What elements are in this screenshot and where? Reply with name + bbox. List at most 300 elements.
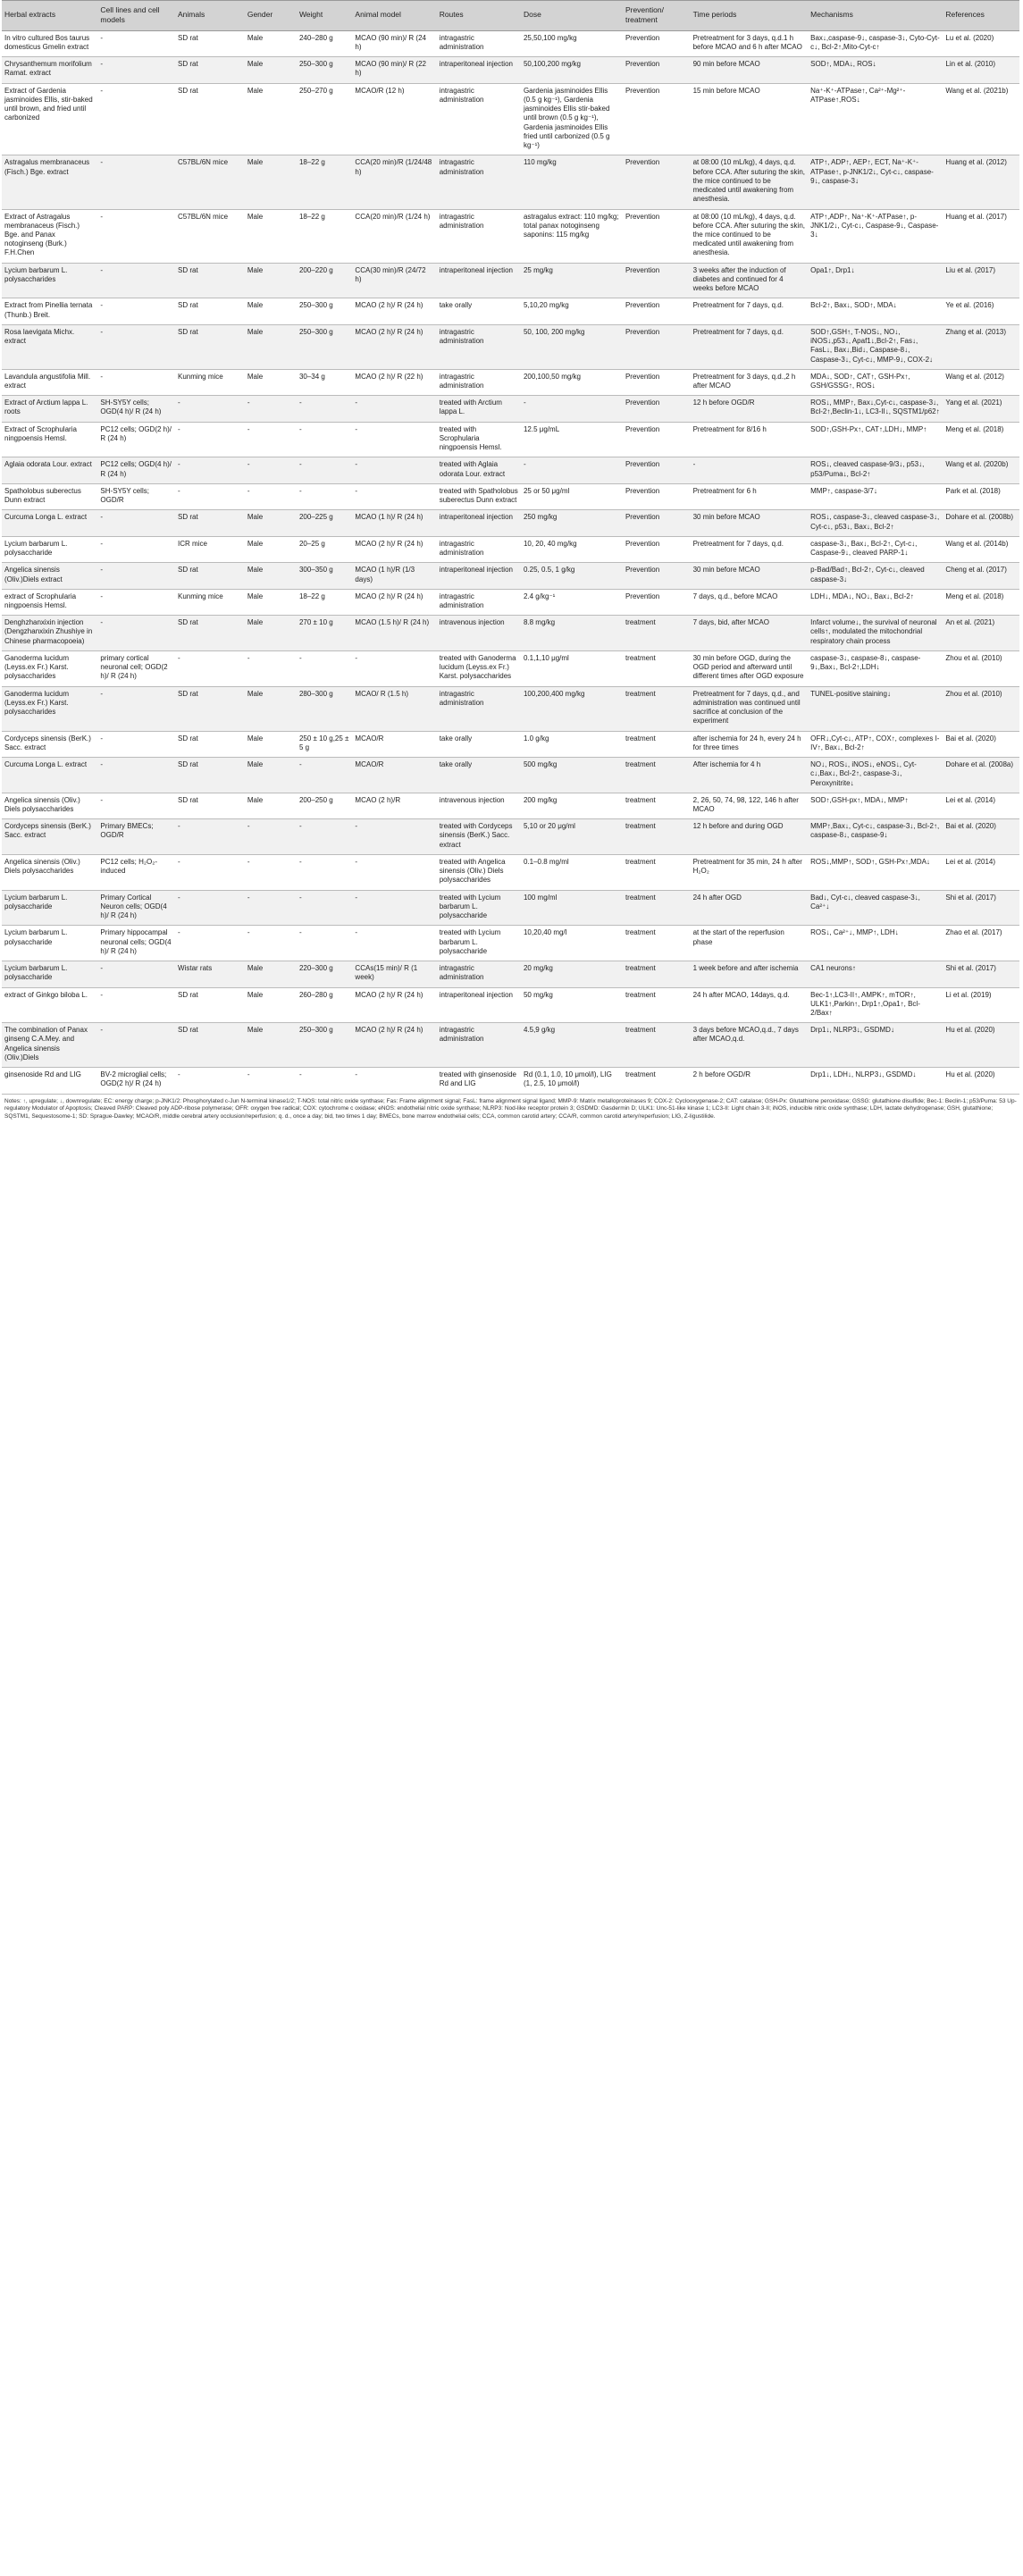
herbal-extract-cell: Rosa laevigata Michx. extract	[2, 324, 97, 369]
herbal-extracts-table	[2, 0, 1019, 1095]
animal-model-cell: CCA(20 min)/R (1/24/48 h)	[352, 155, 436, 209]
gender-cell: -	[245, 483, 297, 509]
herbal-extract-cell: extract of Scrophularia ningpoensis Hemsl.	[2, 589, 97, 615]
cell-model-cell: Primary BMECs; OGD/R	[97, 819, 175, 855]
cell-model-cell: PC12 cells; OGD(2 h)/ R (24 h)	[97, 422, 175, 457]
animal-model-cell: MCAO (2 h)/ R (24 h)	[352, 536, 436, 562]
weight-cell: -	[297, 819, 352, 855]
mechanism-cell: SOD↑,GSH-Px↑, CAT↑,LDH↓, MMP↑	[808, 422, 943, 457]
table-row	[2, 563, 1019, 589]
table-row	[2, 155, 1019, 209]
reference-cell: Huang et al. (2017)	[943, 209, 1019, 263]
animal-cell: SD rat	[175, 563, 245, 589]
animal-cell: -	[175, 819, 245, 855]
dose-cell: -	[521, 396, 623, 422]
mechanism-cell: ATP↑, ADP↑, AEP↑, ECT, Na⁺-K⁺-ATPase↑, p-JNK1/2↓, Cyt-c↓, caspase-9↓, caspase-3↓	[808, 155, 943, 209]
mechanism-cell: ATP↑,ADP↑, Na⁺-K⁺-ATPase↑, p-JNK1/2↓, Cyt-c↓, Caspase-9↓, Caspase-3↓	[808, 209, 943, 263]
mechanism-cell: caspase-3↓, caspase-8↓, caspase-9↓,Bax↓, Bcl-2↑,LDH↓	[808, 650, 943, 686]
animal-cell: SD rat	[175, 987, 245, 1023]
animal-model-cell: CCAs(15 min)/ R (1 week)	[352, 961, 436, 987]
dose-cell: 0.1–0.8 mg/ml	[521, 854, 623, 890]
animal-model-cell: -	[352, 422, 436, 457]
animal-cell: SD rat	[175, 57, 245, 83]
table-row	[2, 793, 1019, 818]
weight-cell: -	[297, 854, 352, 890]
gender-cell: Male	[245, 793, 297, 818]
animal-cell: SD rat	[175, 731, 245, 757]
dose-cell: 0.1,1,10 μg/ml	[521, 650, 623, 686]
route-cell: treated with ginsenoside Rd and LIG	[437, 1068, 521, 1094]
herbal-extract-cell: Lycium barbarum L. polysaccharide	[2, 890, 97, 926]
gender-cell: Male	[245, 263, 297, 298]
herbal-extract-cell: Extract from Pinellia ternata (Thunb.) Breit.	[2, 298, 97, 324]
cell-model-cell: Primary hippocampal neuronal cells; OGD(4 h)/ R (24 h)	[97, 926, 175, 961]
table-row	[2, 616, 1019, 651]
animal-cell: -	[175, 483, 245, 509]
reference-cell: Zhou et al. (2010)	[943, 686, 1019, 731]
table-row	[2, 298, 1019, 324]
mechanism-cell: p-Bad/Bad↑, Bcl-2↑, Cyt-c↓, cleaved caspase-3↓	[808, 563, 943, 589]
animal-model-cell: -	[352, 396, 436, 422]
dose-cell: 25,50,100 mg/kg	[521, 30, 623, 56]
gender-cell: -	[245, 457, 297, 483]
prevention-treatment-cell: treatment	[623, 1068, 691, 1094]
time-period-cell: 1 week before and after ischemia	[691, 961, 809, 987]
gender-cell: -	[245, 422, 297, 457]
route-cell: treated with Lycium barbarum L. polysaccharide	[437, 926, 521, 961]
table-row	[2, 819, 1019, 855]
time-period-cell: Pretreatment for 7 days, q.d.	[691, 324, 809, 369]
dose-cell: 500 mg/kg	[521, 758, 623, 793]
animal-cell: Kunming mice	[175, 589, 245, 615]
reference-cell: Meng et al. (2018)	[943, 589, 1019, 615]
weight-cell: -	[297, 457, 352, 483]
weight-cell: 200–225 g	[297, 510, 352, 536]
animal-model-cell: -	[352, 854, 436, 890]
table-row	[2, 1023, 1019, 1068]
cell-model-cell: primary cortical neuronal cell; OGD(2 h)/ R (24 h)	[97, 650, 175, 686]
prevention-treatment-cell: Prevention	[623, 30, 691, 56]
time-period-cell: 90 min before MCAO	[691, 57, 809, 83]
prevention-treatment-cell: treatment	[623, 961, 691, 987]
time-period-cell: Pretreatment for 7 days, q.d., and administration was continued until sacrifice at conclusion of the experiment	[691, 686, 809, 731]
cell-model-cell: SH-SY5Y cells; OGD/R	[97, 483, 175, 509]
time-period-cell: Pretreatment for 3 days, q.d.1 h before MCAO and 6 h after MCAO	[691, 30, 809, 56]
prevention-treatment-cell: Prevention	[623, 298, 691, 324]
prevention-treatment-cell: Prevention	[623, 536, 691, 562]
animal-cell: SD rat	[175, 616, 245, 651]
time-period-cell: Pretreatment for 35 min, 24 h after H₂O₂	[691, 854, 809, 890]
route-cell: intragastric administration	[437, 369, 521, 395]
reference-cell: Lei et al. (2014)	[943, 793, 1019, 818]
dose-cell: 10, 20, 40 mg/kg	[521, 536, 623, 562]
weight-cell: 18–22 g	[297, 209, 352, 263]
prevention-treatment-cell: Prevention	[623, 396, 691, 422]
gender-cell: -	[245, 890, 297, 926]
table-row	[2, 510, 1019, 536]
herbal-extract-cell: Lavandula angustifolia Mill. extract	[2, 369, 97, 395]
column-header: Cell lines and cell models	[97, 1, 175, 31]
dose-cell: 12.5 μg/mL	[521, 422, 623, 457]
weight-cell: 250–300 g	[297, 1023, 352, 1068]
route-cell: intragastric administration	[437, 589, 521, 615]
dose-cell: 5,10,20 mg/kg	[521, 298, 623, 324]
prevention-treatment-cell: Prevention	[623, 57, 691, 83]
prevention-treatment-cell: treatment	[623, 926, 691, 961]
herbal-extract-cell: Curcuma Longa L. extract	[2, 758, 97, 793]
cell-model-cell: -	[97, 155, 175, 209]
reference-cell: Li et al. (2019)	[943, 987, 1019, 1023]
dose-cell: 25 or 50 μg/ml	[521, 483, 623, 509]
time-period-cell: 12 h before and during OGD	[691, 819, 809, 855]
weight-cell: 18–22 g	[297, 155, 352, 209]
prevention-treatment-cell: treatment	[623, 819, 691, 855]
reference-cell: Lu et al. (2020)	[943, 30, 1019, 56]
cell-model-cell: PC12 cells; H₂O₂-induced	[97, 854, 175, 890]
animal-cell: -	[175, 854, 245, 890]
gender-cell: -	[245, 1068, 297, 1094]
weight-cell: 250–300 g	[297, 57, 352, 83]
cell-model-cell: -	[97, 30, 175, 56]
route-cell: treated with Cordyceps sinensis (BerK.) Sacc. extract	[437, 819, 521, 855]
dose-cell: 0.25, 0.5, 1 g/kg	[521, 563, 623, 589]
mechanism-cell: TUNEL-positive staining↓	[808, 686, 943, 731]
column-header: Time periods	[691, 1, 809, 31]
prevention-treatment-cell: treatment	[623, 686, 691, 731]
table-row	[2, 890, 1019, 926]
column-header: Dose	[521, 1, 623, 31]
weight-cell: 260–280 g	[297, 987, 352, 1023]
mechanism-cell: LDH↓, MDA↓, NO↓, Bax↓, Bcl-2↑	[808, 589, 943, 615]
route-cell: intragastric administration	[437, 155, 521, 209]
gender-cell: Male	[245, 369, 297, 395]
table-row	[2, 536, 1019, 562]
time-period-cell: Pretreatment for 3 days, q.d.,2 h after MCAO	[691, 369, 809, 395]
cell-model-cell: -	[97, 793, 175, 818]
mechanism-cell: ROS↓, cleaved caspase-9/3↓, p53↓, p53/Puma↓, Bcl-2↑	[808, 457, 943, 483]
weight-cell: 240–280 g	[297, 30, 352, 56]
route-cell: intraperitoneal injection	[437, 263, 521, 298]
mechanism-cell: SOD↑, MDA↓, ROS↓	[808, 57, 943, 83]
cell-model-cell: PC12 cells; OGD(4 h)/ R (24 h)	[97, 457, 175, 483]
table-notes: Notes: ↑, upregulate; ↓, downregulate; EC: energy charge; p-JNK1/2: Phosphorylated c-Jun N-terminal kinase1/2; T-NOS: total nitric oxide synthase; Fas: Frame alignment signal; FasL: frame alignment signal ligand; MMP-9: Matrix metalloproteinases 9; COX-2: Cyclooxygenase-2; CAT: catalase; GSH-Px: Glutathione peroxidase; GSSG: glutathione disulfide; Bec-1: Beclin-1; p53/Puma: 53 Up-regulatory Modulator of Apoptosis; Cleaved PARP: Cleaved poly ADP-ribose polymerase; OFR: oxygen free radical; COX: cytochrome c oxidase; eNOS: endothelial nitric oxide synthase; NLRP3: Nod-like receptor protein 3; GSDMD: Gasdermin D; ULK1: Unc-51-like kinase 1; LC3-II: Light chain 3-II; iNOS, inducible nitric oxide synthase; LDH, lactate dehydrogenase; GSH, glutathione; SQSTM1, Sequestosome-1; SD: Sprague-Dawley; MCAO/R, middle cerebral artery occlusion/reperfusion; q. d., once a day; bid, two times 1 day; BMECs, bone marrow endothelial cells; CCA, common carotid artery; CCA/R, common carotid artery/reperfusion; LIG, Z-ligustilide.	[4, 1097, 1017, 1120]
animal-cell: -	[175, 1068, 245, 1094]
herbal-extract-cell: Extract of Astragalus membranaceus (Fisch.) Bge. and Panax notoginseng (Burk.) F.H.Chen	[2, 209, 97, 263]
cell-model-cell: -	[97, 987, 175, 1023]
mechanism-cell: MMP↑, caspase-3/7↓	[808, 483, 943, 509]
time-period-cell: Pretreatment for 7 days, q.d.	[691, 536, 809, 562]
column-header: References	[943, 1, 1019, 31]
route-cell: intragastric administration	[437, 30, 521, 56]
gender-cell: Male	[245, 987, 297, 1023]
animal-model-cell: MCAO/R	[352, 731, 436, 757]
herbal-extract-cell: Cordyceps sinensis (BerK.) Sacc. extract	[2, 819, 97, 855]
animal-cell: SD rat	[175, 758, 245, 793]
weight-cell: 220–300 g	[297, 961, 352, 987]
cell-model-cell: -	[97, 263, 175, 298]
table-row	[2, 422, 1019, 457]
animal-cell: SD rat	[175, 298, 245, 324]
animal-cell: SD rat	[175, 510, 245, 536]
dose-cell: 1.0 g/kg	[521, 731, 623, 757]
time-period-cell: 2, 26, 50, 74, 98, 122, 146 h after MCAO	[691, 793, 809, 818]
time-period-cell: 24 h after MCAO, 14days, q.d.	[691, 987, 809, 1023]
route-cell: intragastric administration	[437, 209, 521, 263]
route-cell: intragastric administration	[437, 83, 521, 155]
reference-cell: Shi et al. (2017)	[943, 890, 1019, 926]
reference-cell: Huang et al. (2012)	[943, 155, 1019, 209]
animal-model-cell: -	[352, 819, 436, 855]
gender-cell: Male	[245, 758, 297, 793]
reference-cell: Wang et al. (2021b)	[943, 83, 1019, 155]
herbal-extract-cell: In vitro cultured Bos taurus domesticus Gmelin extract	[2, 30, 97, 56]
animal-cell: -	[175, 890, 245, 926]
herbal-extract-cell: Spatholobus suberectus Dunn extract	[2, 483, 97, 509]
animal-model-cell: MCAO (2 h)/ R (24 h)	[352, 324, 436, 369]
dose-cell: 2.4 g/kg⁻¹	[521, 589, 623, 615]
route-cell: intravenous injection	[437, 616, 521, 651]
weight-cell: 200–220 g	[297, 263, 352, 298]
gender-cell: Male	[245, 209, 297, 263]
dose-cell: 20 mg/kg	[521, 961, 623, 987]
column-header: Routes	[437, 1, 521, 31]
reference-cell: Zhang et al. (2013)	[943, 324, 1019, 369]
route-cell: treated with Spatholobus suberectus Dunn extract	[437, 483, 521, 509]
time-period-cell: Pretreatment for 8/16 h	[691, 422, 809, 457]
cell-model-cell: SH-SY5Y cells; OGD(4 h)/ R (24 h)	[97, 396, 175, 422]
animal-model-cell: MCAO/R	[352, 758, 436, 793]
animal-cell: SD rat	[175, 324, 245, 369]
dose-cell: 5,10 or 20 μg/ml	[521, 819, 623, 855]
dose-cell: astragalus extract: 110 mg/kg; total panax notoginseng saponins: 115 mg/kg	[521, 209, 623, 263]
route-cell: treated with Ganoderma lucidum (Leyss.ex Fr.) Karst. polysaccharides	[437, 650, 521, 686]
herbal-extract-cell: Lycium barbarum L. polysaccharides	[2, 263, 97, 298]
gender-cell: -	[245, 926, 297, 961]
weight-cell: 250–270 g	[297, 83, 352, 155]
time-period-cell: Pretreatment for 6 h	[691, 483, 809, 509]
mechanism-cell: ROS↓, caspase-3↓, cleaved caspase-3↓, Cyt-c↓, p53↓, Bax↓, Bcl-2↑	[808, 510, 943, 536]
gender-cell: Male	[245, 686, 297, 731]
prevention-treatment-cell: treatment	[623, 650, 691, 686]
route-cell: treated with Scrophularia ningpoensis Hemsl.	[437, 422, 521, 457]
prevention-treatment-cell: treatment	[623, 890, 691, 926]
cell-model-cell: -	[97, 209, 175, 263]
mechanism-cell: Bax↓,caspase-9↓, caspase-3↓, Cyto-Cyt-c↓, Bcl-2↑,Mito-Cyt-c↑	[808, 30, 943, 56]
column-header: Prevention/ treatment	[623, 1, 691, 31]
cell-model-cell: -	[97, 686, 175, 731]
gender-cell: Male	[245, 589, 297, 615]
dose-cell: 110 mg/kg	[521, 155, 623, 209]
herbal-extract-cell: Denghzhanxixin injection (Dengzhanxixin Zhushiye in Chinese pharmacopoeia)	[2, 616, 97, 651]
column-header: Animals	[175, 1, 245, 31]
prevention-treatment-cell: Prevention	[623, 483, 691, 509]
cell-model-cell: -	[97, 510, 175, 536]
reference-cell: Shi et al. (2017)	[943, 961, 1019, 987]
animal-model-cell: CCA(20 min)/R (1/24 h)	[352, 209, 436, 263]
route-cell: intragastric administration	[437, 536, 521, 562]
herbal-extract-cell: Extract of Arctium lappa L. roots	[2, 396, 97, 422]
cell-model-cell: -	[97, 589, 175, 615]
table-row	[2, 961, 1019, 987]
animal-model-cell: MCAO (90 min)/ R (22 h)	[352, 57, 436, 83]
reference-cell: Lin et al. (2010)	[943, 57, 1019, 83]
weight-cell: 270 ± 10 g	[297, 616, 352, 651]
column-header: Weight	[297, 1, 352, 31]
herbal-extract-cell: Chrysanthemum morifolium Ramat. extract	[2, 57, 97, 83]
reference-cell: Lei et al. (2014)	[943, 854, 1019, 890]
herbal-extract-cell: extract of Ginkgo biloba L.	[2, 987, 97, 1023]
prevention-treatment-cell: treatment	[623, 987, 691, 1023]
mechanism-cell: Na⁺-K⁺-ATPase↑, Ca²⁺-Mg²⁺-ATPase↑,ROS↓	[808, 83, 943, 155]
time-period-cell: After ischemia for 4 h	[691, 758, 809, 793]
animal-cell: SD rat	[175, 83, 245, 155]
reference-cell: Meng et al. (2018)	[943, 422, 1019, 457]
route-cell: intraperitoneal injection	[437, 510, 521, 536]
table-row	[2, 854, 1019, 890]
gender-cell: Male	[245, 57, 297, 83]
herbal-extract-cell: Aglaia odorata Lour. extract	[2, 457, 97, 483]
animal-cell: SD rat	[175, 1023, 245, 1068]
time-period-cell: 12 h before OGD/R	[691, 396, 809, 422]
dose-cell: 100 mg/ml	[521, 890, 623, 926]
weight-cell: -	[297, 758, 352, 793]
animal-model-cell: -	[352, 650, 436, 686]
animal-model-cell: MCAO (2 h)/ R (24 h)	[352, 589, 436, 615]
time-period-cell: Pretreatment for 7 days, q.d.	[691, 298, 809, 324]
cell-model-cell: -	[97, 1023, 175, 1068]
time-period-cell: at 08:00 (10 mL/kg), 4 days, q.d. before CCA. After suturing the skin, the mice continued to be medicated until awakening from anesthesia.	[691, 209, 809, 263]
prevention-treatment-cell: treatment	[623, 793, 691, 818]
prevention-treatment-cell: Prevention	[623, 422, 691, 457]
animal-model-cell: MCAO (1 h)/R (1/3 days)	[352, 563, 436, 589]
reference-cell: Liu et al. (2017)	[943, 263, 1019, 298]
time-period-cell: 7 days, bid, after MCAO	[691, 616, 809, 651]
table-body	[2, 30, 1019, 1094]
prevention-treatment-cell: treatment	[623, 731, 691, 757]
column-header: Gender	[245, 1, 297, 31]
weight-cell: 18–22 g	[297, 589, 352, 615]
prevention-treatment-cell: Prevention	[623, 155, 691, 209]
prevention-treatment-cell: Prevention	[623, 510, 691, 536]
time-period-cell: 3 weeks after the induction of diabetes and continued for 4 weeks before MCAO	[691, 263, 809, 298]
reference-cell: An et al. (2021)	[943, 616, 1019, 651]
mechanism-cell: CA1 neurons↑	[808, 961, 943, 987]
animal-model-cell: MCAO (2 h)/ R (24 h)	[352, 987, 436, 1023]
weight-cell: -	[297, 650, 352, 686]
prevention-treatment-cell: Prevention	[623, 457, 691, 483]
weight-cell: -	[297, 483, 352, 509]
time-period-cell: 7 days, q.d., before MCAO	[691, 589, 809, 615]
herbal-extract-cell: The combination of Panax ginseng C.A.Mey. and Angelica sinensis (Oliv.)Diels	[2, 1023, 97, 1068]
time-period-cell: at 08:00 (10 mL/kg), 4 days, q.d. before CCA. After suturing the skin, the mice continued to be medicated until awakening from anesthesia.	[691, 155, 809, 209]
reference-cell: Bai et al. (2020)	[943, 731, 1019, 757]
herbal-extract-cell: Extract of Scrophularia ningpoensis Hemsl.	[2, 422, 97, 457]
time-period-cell: 2 h before OGD/R	[691, 1068, 809, 1094]
animal-model-cell: MCAO (2 h)/ R (22 h)	[352, 369, 436, 395]
reference-cell: Yang et al. (2021)	[943, 396, 1019, 422]
weight-cell: 250 ± 10 g,25 ± 5 g	[297, 731, 352, 757]
gender-cell: Male	[245, 1023, 297, 1068]
animal-cell: -	[175, 926, 245, 961]
prevention-treatment-cell: Prevention	[623, 369, 691, 395]
cell-model-cell: Primary Cortical Neuron cells; OGD(4 h)/ R (24 h)	[97, 890, 175, 926]
weight-cell: 280–300 g	[297, 686, 352, 731]
weight-cell: 300–350 g	[297, 563, 352, 589]
reference-cell: Wang et al. (2020b)	[943, 457, 1019, 483]
weight-cell: -	[297, 396, 352, 422]
gender-cell: -	[245, 396, 297, 422]
herbal-extract-cell: Lycium barbarum L. polysaccharide	[2, 926, 97, 961]
animal-cell: Kunming mice	[175, 369, 245, 395]
animal-model-cell: MCAO/R (12 h)	[352, 83, 436, 155]
table-row	[2, 926, 1019, 961]
herbal-extract-cell: Angelica sinensis (Oliv.) Diels polysaccharides	[2, 793, 97, 818]
reference-cell: Dohare et al. (2008b)	[943, 510, 1019, 536]
animal-model-cell: MCAO (1 h)/ R (24 h)	[352, 510, 436, 536]
animal-cell: -	[175, 422, 245, 457]
cell-model-cell: -	[97, 298, 175, 324]
mechanism-cell: ROS↓,MMP↑, SOD↑, GSH-Px↑,MDA↓	[808, 854, 943, 890]
prevention-treatment-cell: treatment	[623, 1023, 691, 1068]
gender-cell: -	[245, 819, 297, 855]
table-row	[2, 589, 1019, 615]
route-cell: intraperitoneal injection	[437, 987, 521, 1023]
herbal-extract-cell: ginsenoside Rd and LIG	[2, 1068, 97, 1094]
cell-model-cell: -	[97, 324, 175, 369]
time-period-cell: 30 min before MCAO	[691, 510, 809, 536]
route-cell: take orally	[437, 731, 521, 757]
dose-cell: 50 mg/kg	[521, 987, 623, 1023]
time-period-cell: at the start of the reperfusion phase	[691, 926, 809, 961]
dose-cell: 200 mg/kg	[521, 793, 623, 818]
table-row	[2, 483, 1019, 509]
dose-cell: 50,100,200 mg/kg	[521, 57, 623, 83]
prevention-treatment-cell: Prevention	[623, 83, 691, 155]
gender-cell: Male	[245, 731, 297, 757]
herbal-extract-cell: Angelica sinensis (Oliv.) Diels polysaccharides	[2, 854, 97, 890]
dose-cell: -	[521, 457, 623, 483]
weight-cell: 250–300 g	[297, 298, 352, 324]
dose-cell: 250 mg/kg	[521, 510, 623, 536]
time-period-cell: 3 days before MCAO,q.d., 7 days after MCAO,q.d.	[691, 1023, 809, 1068]
reference-cell: Cheng et al. (2017)	[943, 563, 1019, 589]
gender-cell: Male	[245, 298, 297, 324]
gender-cell: Male	[245, 510, 297, 536]
weight-cell: -	[297, 890, 352, 926]
weight-cell: 20–25 g	[297, 536, 352, 562]
table-row	[2, 686, 1019, 731]
dose-cell: 100,200,400 mg/kg	[521, 686, 623, 731]
animal-cell: Wistar rats	[175, 961, 245, 987]
route-cell: take orally	[437, 758, 521, 793]
herbal-extract-cell: Extract of Gardenia jasminoides Ellis, stir-baked until brown, and fried until carbonized	[2, 83, 97, 155]
route-cell: treated with Lycium barbarum L. polysaccharide	[437, 890, 521, 926]
gender-cell: Male	[245, 536, 297, 562]
column-header: Mechanisms	[808, 1, 943, 31]
animal-model-cell: -	[352, 1068, 436, 1094]
mechanism-cell: Infarct volume↓, the survival of neuronal cells↑, modulated the mitochondrial respiratory chain process	[808, 616, 943, 651]
gender-cell: Male	[245, 83, 297, 155]
dose-cell: 10,20,40 mg/l	[521, 926, 623, 961]
mechanism-cell: MMP↑,Bax↓, Cyt-c↓, caspase-3↓, Bcl-2↑, caspase-8↓, caspase-9↓	[808, 819, 943, 855]
mechanism-cell: NO↓, ROS↓, iNOS↓, eNOS↓, Cyt-c↓,Bax↓, Bcl-2↑, caspase-3↓, Peroxynitrite↓	[808, 758, 943, 793]
cell-model-cell: -	[97, 758, 175, 793]
dose-cell: 200,100,50 mg/kg	[521, 369, 623, 395]
mechanism-cell: SOD↑,GSH-px↑, MDA↓, MMP↑	[808, 793, 943, 818]
prevention-treatment-cell: treatment	[623, 854, 691, 890]
time-period-cell: -	[691, 457, 809, 483]
cell-model-cell: BV-2 microglial cells; OGD(2 h)/ R (24 h)	[97, 1068, 175, 1094]
